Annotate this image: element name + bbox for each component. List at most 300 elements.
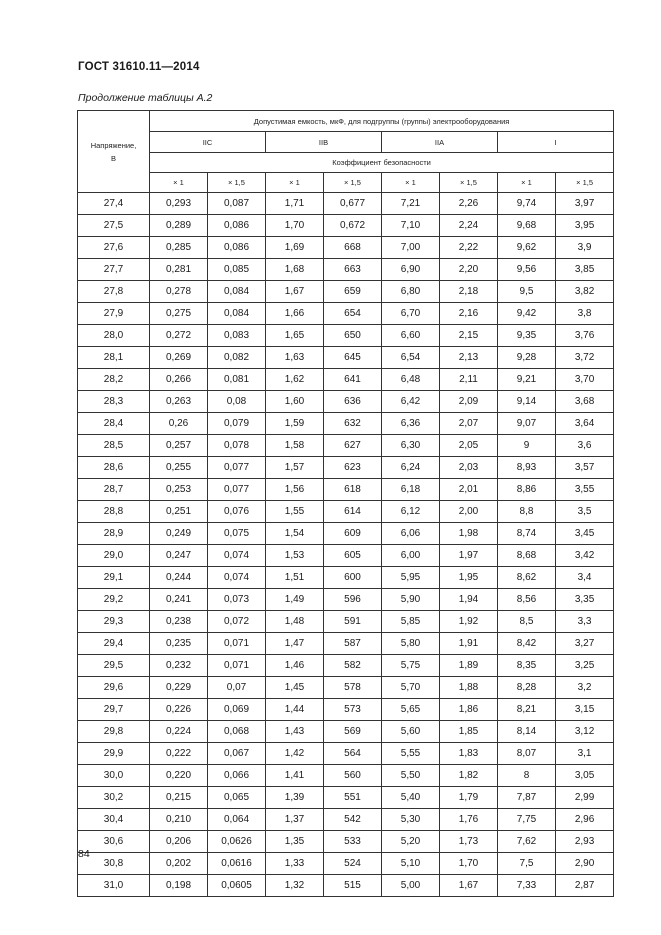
capacity-cell: 1,68 xyxy=(266,259,324,281)
capacity-cell: 636 xyxy=(324,391,382,413)
capacity-cell: 0,229 xyxy=(150,677,208,699)
capacity-cell: 524 xyxy=(324,853,382,875)
voltage-cell: 28,2 xyxy=(78,369,150,391)
factor-header: × 1 xyxy=(150,173,208,193)
capacity-cell: 0,672 xyxy=(324,215,382,237)
capacity-cell: 1,63 xyxy=(266,347,324,369)
group-header-i: I xyxy=(498,132,614,153)
capacity-cell: 6,24 xyxy=(382,457,440,479)
capacity-cell: 1,56 xyxy=(266,479,324,501)
capacity-cell: 3,70 xyxy=(556,369,614,391)
capacity-cell: 3,5 xyxy=(556,501,614,523)
capacity-cell: 9,21 xyxy=(498,369,556,391)
capacity-cell: 5,30 xyxy=(382,809,440,831)
capacity-cell: 1,73 xyxy=(440,831,498,853)
capacity-cell: 1,83 xyxy=(440,743,498,765)
capacity-cell: 8,86 xyxy=(498,479,556,501)
capacity-cell: 6,70 xyxy=(382,303,440,325)
capacity-cell: 1,98 xyxy=(440,523,498,545)
factor-header: × 1 xyxy=(382,173,440,193)
capacity-cell: 5,10 xyxy=(382,853,440,875)
capacity-cell: 9,28 xyxy=(498,347,556,369)
table-row xyxy=(78,435,614,457)
capacity-cell: 3,2 xyxy=(556,677,614,699)
capacity-cell: 8,62 xyxy=(498,567,556,589)
voltage-cell: 27,7 xyxy=(78,259,150,281)
capacity-cell: 3,4 xyxy=(556,567,614,589)
capacity-cell: 0,076 xyxy=(208,501,266,523)
capacity-cell: 0,065 xyxy=(208,787,266,809)
voltage-cell: 30,8 xyxy=(78,853,150,875)
capacity-cell: 2,05 xyxy=(440,435,498,457)
capacity-cell: 5,75 xyxy=(382,655,440,677)
capacity-cell: 1,82 xyxy=(440,765,498,787)
table-row xyxy=(78,545,614,567)
capacity-cell: 0,210 xyxy=(150,809,208,831)
capacity-cell: 3,68 xyxy=(556,391,614,413)
capacity-cell: 0,0605 xyxy=(208,875,266,897)
capacity-cell: 9,14 xyxy=(498,391,556,413)
capacity-cell: 7,5 xyxy=(498,853,556,875)
capacity-cell: 6,00 xyxy=(382,545,440,567)
group-header-iic: IIC xyxy=(150,132,266,153)
capacity-cell: 1,53 xyxy=(266,545,324,567)
capacity-cell: 5,00 xyxy=(382,875,440,897)
group-header-iib: IIB xyxy=(266,132,382,153)
table-row xyxy=(78,347,614,369)
capacity-cell: 609 xyxy=(324,523,382,545)
capacity-cell: 641 xyxy=(324,369,382,391)
capacity-cell: 9,74 xyxy=(498,193,556,215)
capacity-cell: 3,27 xyxy=(556,633,614,655)
capacity-cell: 8,14 xyxy=(498,721,556,743)
voltage-cell: 29,3 xyxy=(78,611,150,633)
capacity-cell: 1,37 xyxy=(266,809,324,831)
voltage-cell: 28,1 xyxy=(78,347,150,369)
capacity-cell: 0,078 xyxy=(208,435,266,457)
capacity-cell: 0,255 xyxy=(150,457,208,479)
capacity-cell: 0,066 xyxy=(208,765,266,787)
capacity-cell: 0,075 xyxy=(208,523,266,545)
capacity-cell: 2,07 xyxy=(440,413,498,435)
capacity-cell: 8,56 xyxy=(498,589,556,611)
factor-header: × 1 xyxy=(266,173,324,193)
capacity-cell: 600 xyxy=(324,567,382,589)
voltage-cell: 28,4 xyxy=(78,413,150,435)
voltage-cell: 29,4 xyxy=(78,633,150,655)
table-row xyxy=(78,699,614,721)
capacity-cell: 578 xyxy=(324,677,382,699)
capacity-cell: 0,074 xyxy=(208,545,266,567)
capacity-cell: 0,278 xyxy=(150,281,208,303)
capacity-cell: 573 xyxy=(324,699,382,721)
capacity-cell: 645 xyxy=(324,347,382,369)
capacity-cell: 627 xyxy=(324,435,382,457)
capacity-cell: 2,90 xyxy=(556,853,614,875)
capacity-cell: 0,269 xyxy=(150,347,208,369)
voltage-header-label: Напряжение, xyxy=(90,140,137,150)
capacity-cell: 0,08 xyxy=(208,391,266,413)
capacity-cell: 2,22 xyxy=(440,237,498,259)
voltage-column-header xyxy=(78,111,150,193)
voltage-cell: 29,9 xyxy=(78,743,150,765)
capacity-cell: 8,21 xyxy=(498,699,556,721)
capacity-header: Допустимая емкость, мкФ, для подгруппы (группы) электрооборудования xyxy=(150,111,614,132)
capacity-cell: 9,68 xyxy=(498,215,556,237)
capacity-cell: 2,87 xyxy=(556,875,614,897)
capacity-cell: 9,35 xyxy=(498,325,556,347)
capacity-cell: 8,07 xyxy=(498,743,556,765)
capacity-cell: 3,35 xyxy=(556,589,614,611)
capacity-cell: 0,085 xyxy=(208,259,266,281)
capacity-cell: 0,082 xyxy=(208,347,266,369)
table-row xyxy=(78,369,614,391)
capacity-cell: 569 xyxy=(324,721,382,743)
capacity-cell: 1,58 xyxy=(266,435,324,457)
capacity-cell: 0,289 xyxy=(150,215,208,237)
capacity-cell: 5,85 xyxy=(382,611,440,633)
capacity-cell: 0,224 xyxy=(150,721,208,743)
capacity-cell: 560 xyxy=(324,765,382,787)
table-row xyxy=(78,765,614,787)
factor-header-row xyxy=(78,173,614,193)
capacity-cell: 9 xyxy=(498,435,556,457)
capacity-cell: 5,65 xyxy=(382,699,440,721)
capacity-cell: 1,51 xyxy=(266,567,324,589)
capacity-cell: 2,96 xyxy=(556,809,614,831)
capacity-cell: 5,90 xyxy=(382,589,440,611)
capacity-cell: 6,60 xyxy=(382,325,440,347)
capacity-cell: 0,272 xyxy=(150,325,208,347)
table-row xyxy=(78,413,614,435)
capacity-cell: 1,94 xyxy=(440,589,498,611)
capacity-cell: 3,97 xyxy=(556,193,614,215)
capacity-cell: 8,93 xyxy=(498,457,556,479)
capacity-cell: 0,244 xyxy=(150,567,208,589)
safety-factor-header: Коэффициент безопасности xyxy=(150,153,614,173)
capacity-cell: 2,26 xyxy=(440,193,498,215)
table-row xyxy=(78,721,614,743)
voltage-cell: 31,0 xyxy=(78,875,150,897)
voltage-cell: 27,4 xyxy=(78,193,150,215)
capacity-cell: 8,5 xyxy=(498,611,556,633)
voltage-cell: 28,8 xyxy=(78,501,150,523)
voltage-cell: 27,6 xyxy=(78,237,150,259)
capacity-cell: 9,5 xyxy=(498,281,556,303)
capacity-cell: 1,59 xyxy=(266,413,324,435)
capacity-cell: 1,65 xyxy=(266,325,324,347)
table-row xyxy=(78,303,614,325)
voltage-cell: 28,7 xyxy=(78,479,150,501)
capacity-cell: 1,46 xyxy=(266,655,324,677)
table-row xyxy=(78,501,614,523)
factor-header: × 1,5 xyxy=(324,173,382,193)
capacity-cell: 0,281 xyxy=(150,259,208,281)
capacity-cell: 1,95 xyxy=(440,567,498,589)
capacity-cell: 0,235 xyxy=(150,633,208,655)
capacity-cell: 1,49 xyxy=(266,589,324,611)
capacity-cell: 596 xyxy=(324,589,382,611)
voltage-cell: 29,8 xyxy=(78,721,150,743)
capacity-cell: 0,073 xyxy=(208,589,266,611)
capacity-cell: 623 xyxy=(324,457,382,479)
table-row xyxy=(78,853,614,875)
capacity-cell: 0,232 xyxy=(150,655,208,677)
capacity-cell: 582 xyxy=(324,655,382,677)
capacity-cell: 1,70 xyxy=(440,853,498,875)
capacity-cell: 0,220 xyxy=(150,765,208,787)
capacity-cell: 0,071 xyxy=(208,633,266,655)
capacity-cell: 1,60 xyxy=(266,391,324,413)
capacity-cell: 2,09 xyxy=(440,391,498,413)
voltage-cell: 28,3 xyxy=(78,391,150,413)
table-row xyxy=(78,831,614,853)
capacity-cell: 515 xyxy=(324,875,382,897)
capacity-cell: 0,26 xyxy=(150,413,208,435)
table-row xyxy=(78,325,614,347)
capacity-cell: 3,1 xyxy=(556,743,614,765)
capacity-cell: 3,85 xyxy=(556,259,614,281)
capacity-cell: 663 xyxy=(324,259,382,281)
capacity-cell: 533 xyxy=(324,831,382,853)
capacity-cell: 650 xyxy=(324,325,382,347)
capacity-cell: 1,62 xyxy=(266,369,324,391)
capacity-cell: 3,42 xyxy=(556,545,614,567)
capacity-cell: 0,086 xyxy=(208,215,266,237)
voltage-cell: 30,6 xyxy=(78,831,150,853)
capacity-cell: 1,85 xyxy=(440,721,498,743)
capacity-cell: 1,86 xyxy=(440,699,498,721)
voltage-cell: 30,2 xyxy=(78,787,150,809)
capacity-cell: 668 xyxy=(324,237,382,259)
capacity-cell: 1,79 xyxy=(440,787,498,809)
capacity-cell: 2,24 xyxy=(440,215,498,237)
capacity-cell: 5,95 xyxy=(382,567,440,589)
voltage-cell: 29,5 xyxy=(78,655,150,677)
factor-header: × 1,5 xyxy=(440,173,498,193)
table-row xyxy=(78,567,614,589)
table-row xyxy=(78,677,614,699)
capacity-cell: 3,25 xyxy=(556,655,614,677)
table-row xyxy=(78,193,614,215)
table-row xyxy=(78,589,614,611)
capacity-cell: 1,35 xyxy=(266,831,324,853)
capacity-cell: 0,251 xyxy=(150,501,208,523)
capacity-cell: 0,222 xyxy=(150,743,208,765)
table-row xyxy=(78,633,614,655)
capacity-cell: 1,33 xyxy=(266,853,324,875)
voltage-cell: 28,5 xyxy=(78,435,150,457)
capacity-cell: 1,97 xyxy=(440,545,498,567)
capacity-cell: 1,42 xyxy=(266,743,324,765)
capacity-cell: 1,67 xyxy=(440,875,498,897)
voltage-cell: 29,2 xyxy=(78,589,150,611)
capacity-cell: 0,202 xyxy=(150,853,208,875)
voltage-header-unit: В xyxy=(110,153,116,163)
capacity-cell: 1,67 xyxy=(266,281,324,303)
voltage-cell: 30,0 xyxy=(78,765,150,787)
capacity-cell: 614 xyxy=(324,501,382,523)
capacity-cell: 0,083 xyxy=(208,325,266,347)
capacity-cell: 0,238 xyxy=(150,611,208,633)
capacity-cell: 6,48 xyxy=(382,369,440,391)
capacity-cell: 8,74 xyxy=(498,523,556,545)
capacity-cell: 1,88 xyxy=(440,677,498,699)
capacity-cell: 0,074 xyxy=(208,567,266,589)
voltage-cell: 29,6 xyxy=(78,677,150,699)
capacity-cell: 7,21 xyxy=(382,193,440,215)
capacity-cell: 0,07 xyxy=(208,677,266,699)
capacity-cell: 1,91 xyxy=(440,633,498,655)
capacity-cell: 1,66 xyxy=(266,303,324,325)
capacity-cell: 591 xyxy=(324,611,382,633)
capacity-cell: 6,80 xyxy=(382,281,440,303)
capacity-cell: 9,56 xyxy=(498,259,556,281)
table-row xyxy=(78,215,614,237)
capacity-cell: 0,087 xyxy=(208,193,266,215)
capacity-cell: 3,45 xyxy=(556,523,614,545)
capacity-cell: 6,18 xyxy=(382,479,440,501)
capacity-cell: 1,48 xyxy=(266,611,324,633)
table-row xyxy=(78,655,614,677)
capacity-cell: 2,00 xyxy=(440,501,498,523)
capacity-cell: 6,90 xyxy=(382,259,440,281)
voltage-cell: 30,4 xyxy=(78,809,150,831)
capacity-cell: 0,064 xyxy=(208,809,266,831)
capacity-cell: 3,05 xyxy=(556,765,614,787)
voltage-cell: 27,9 xyxy=(78,303,150,325)
capacity-cell: 3,76 xyxy=(556,325,614,347)
document-header: ГОСТ 31610.11—2014 xyxy=(78,61,200,73)
capacity-cell: 6,06 xyxy=(382,523,440,545)
capacity-cell: 2,15 xyxy=(440,325,498,347)
capacity-cell: 2,99 xyxy=(556,787,614,809)
capacity-cell: 0,067 xyxy=(208,743,266,765)
voltage-cell: 27,8 xyxy=(78,281,150,303)
capacity-cell: 5,80 xyxy=(382,633,440,655)
table-row xyxy=(78,281,614,303)
capacity-cell: 1,44 xyxy=(266,699,324,721)
capacity-cell: 3,12 xyxy=(556,721,614,743)
voltage-cell: 28,9 xyxy=(78,523,150,545)
capacity-cell: 0,215 xyxy=(150,787,208,809)
capacity-cell: 3,9 xyxy=(556,237,614,259)
capacity-cell: 8,68 xyxy=(498,545,556,567)
capacity-cell: 0,263 xyxy=(150,391,208,413)
capacity-cell: 8,8 xyxy=(498,501,556,523)
group-header-iia: IIA xyxy=(382,132,498,153)
page-number: 84 xyxy=(78,848,90,860)
voltage-cell: 29,1 xyxy=(78,567,150,589)
capacity-cell: 1,92 xyxy=(440,611,498,633)
capacity-cell: 8,42 xyxy=(498,633,556,655)
capacity-cell: 1,32 xyxy=(266,875,324,897)
capacity-cell: 3,64 xyxy=(556,413,614,435)
capacity-cell: 3,6 xyxy=(556,435,614,457)
capacity-cell: 0,068 xyxy=(208,721,266,743)
capacity-cell: 6,42 xyxy=(382,391,440,413)
capacity-cell: 1,47 xyxy=(266,633,324,655)
capacity-cell: 2,13 xyxy=(440,347,498,369)
table-row xyxy=(78,875,614,897)
factor-header: × 1,5 xyxy=(208,173,266,193)
capacity-cell: 564 xyxy=(324,743,382,765)
capacity-cell: 3,72 xyxy=(556,347,614,369)
voltage-cell: 29,7 xyxy=(78,699,150,721)
capacity-cell: 0,241 xyxy=(150,589,208,611)
voltage-cell: 28,6 xyxy=(78,457,150,479)
factor-header: × 1 xyxy=(498,173,556,193)
capacity-cell: 9,42 xyxy=(498,303,556,325)
table-row xyxy=(78,259,614,281)
table-row xyxy=(78,391,614,413)
capacity-cell: 0,0616 xyxy=(208,853,266,875)
capacity-cell: 1,71 xyxy=(266,193,324,215)
capacity-cell: 2,20 xyxy=(440,259,498,281)
table-body xyxy=(78,193,614,897)
capacity-table xyxy=(77,110,614,897)
capacity-cell: 1,57 xyxy=(266,457,324,479)
capacity-cell: 8,35 xyxy=(498,655,556,677)
capacity-cell: 2,11 xyxy=(440,369,498,391)
capacity-cell: 0,077 xyxy=(208,479,266,501)
capacity-cell: 5,50 xyxy=(382,765,440,787)
capacity-cell: 9,62 xyxy=(498,237,556,259)
capacity-cell: 1,76 xyxy=(440,809,498,831)
capacity-cell: 0,275 xyxy=(150,303,208,325)
capacity-cell: 1,39 xyxy=(266,787,324,809)
capacity-cell: 542 xyxy=(324,809,382,831)
table-row xyxy=(78,611,614,633)
capacity-cell: 3,82 xyxy=(556,281,614,303)
table-row xyxy=(78,787,614,809)
capacity-cell: 3,57 xyxy=(556,457,614,479)
capacity-cell: 8,28 xyxy=(498,677,556,699)
table-row xyxy=(78,457,614,479)
capacity-cell: 0,084 xyxy=(208,281,266,303)
capacity-cell: 1,54 xyxy=(266,523,324,545)
capacity-cell: 7,75 xyxy=(498,809,556,831)
table-row xyxy=(78,237,614,259)
capacity-cell: 551 xyxy=(324,787,382,809)
capacity-cell: 1,55 xyxy=(266,501,324,523)
capacity-cell: 5,60 xyxy=(382,721,440,743)
capacity-cell: 2,01 xyxy=(440,479,498,501)
voltage-cell: 27,5 xyxy=(78,215,150,237)
capacity-cell: 2,16 xyxy=(440,303,498,325)
capacity-cell: 1,89 xyxy=(440,655,498,677)
capacity-cell: 3,8 xyxy=(556,303,614,325)
capacity-cell: 7,62 xyxy=(498,831,556,853)
capacity-cell: 0,081 xyxy=(208,369,266,391)
capacity-cell: 5,40 xyxy=(382,787,440,809)
capacity-cell: 632 xyxy=(324,413,382,435)
voltage-cell: 29,0 xyxy=(78,545,150,567)
capacity-cell: 618 xyxy=(324,479,382,501)
capacity-cell: 9,07 xyxy=(498,413,556,435)
capacity-cell: 0,079 xyxy=(208,413,266,435)
capacity-cell: 7,33 xyxy=(498,875,556,897)
table-row xyxy=(78,523,614,545)
table-row xyxy=(78,743,614,765)
factor-header: × 1,5 xyxy=(556,173,614,193)
capacity-cell: 0,293 xyxy=(150,193,208,215)
capacity-cell: 0,086 xyxy=(208,237,266,259)
capacity-cell: 0,198 xyxy=(150,875,208,897)
capacity-cell: 0,253 xyxy=(150,479,208,501)
capacity-cell: 0,069 xyxy=(208,699,266,721)
capacity-cell: 0,226 xyxy=(150,699,208,721)
